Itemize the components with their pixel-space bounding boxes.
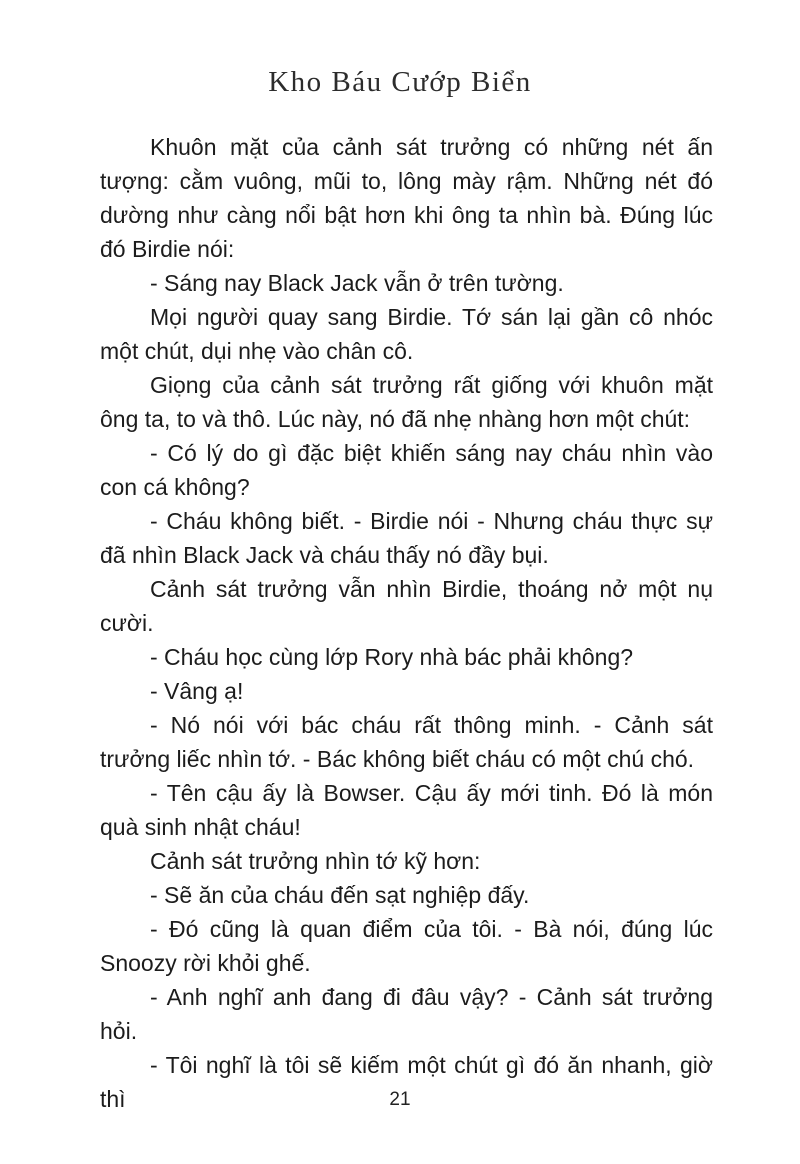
paragraph: Cảnh sát trưởng nhìn tớ kỹ hơn:: [150, 848, 481, 874]
page-number: 21: [389, 1089, 411, 1110]
paragraph: - Sẽ ăn của cháu đến sạt nghiệp đấy.: [150, 882, 530, 908]
paragraph: - Tôi nghĩ là tôi sẽ kiếm một chút gì đó ăn nhanh, giờ thì: [100, 1052, 713, 1112]
paragraph: - Vâng ạ!: [150, 678, 244, 704]
paragraph: - Sáng nay Black Jack vẫn ở trên tường.: [150, 270, 564, 296]
paragraph: Khuôn mặt của cảnh sát trưởng có những nét ấn tượng: cằm vuông, mũi to, lông mày rậm. Những nét đó dường như càng nổi bật hơn khi ông ta nhìn bà. Đúng lúc đó Birdie nói:: [100, 134, 713, 262]
page-title: Kho Báu Cướp Biển: [268, 66, 532, 98]
paragraph: - Cháu không biết. - Birdie nói - Nhưng cháu thực sự đã nhìn Black Jack và cháu thấy nó đầy bụi.: [100, 508, 713, 568]
page-content: [100, 130, 713, 1116]
paragraph: - Nó nói với bác cháu rất thông minh. - Cảnh sát trưởng liếc nhìn tớ. - Bác không biết cháu có một chú chó.: [100, 712, 713, 772]
paragraph: - Anh nghĩ anh đang đi đâu vậy? - Cảnh sát trưởng hỏi.: [100, 984, 713, 1044]
paragraph: - Cháu học cùng lớp Rory nhà bác phải không?: [150, 644, 634, 670]
paragraph: Giọng của cảnh sát trưởng rất giống với khuôn mặt ông ta, to và thô. Lúc này, nó đã nhẹ nhàng hơn một chút:: [100, 372, 713, 432]
paragraph: - Đó cũng là quan điểm của tôi. - Bà nói, đúng lúc Snoozy rời khỏi ghế.: [100, 916, 713, 976]
paragraph: Mọi người quay sang Birdie. Tớ sán lại gần cô nhóc một chút, dụi nhẹ vào chân cô.: [100, 304, 713, 364]
paragraph: Cảnh sát trưởng vẫn nhìn Birdie, thoáng nở một nụ cười.: [100, 576, 713, 636]
paragraph: - Có lý do gì đặc biệt khiến sáng nay cháu nhìn vào con cá không?: [100, 440, 713, 500]
paragraph: - Tên cậu ấy là Bowser. Cậu ấy mới tinh. Đó là món quà sinh nhật cháu!: [100, 780, 713, 840]
